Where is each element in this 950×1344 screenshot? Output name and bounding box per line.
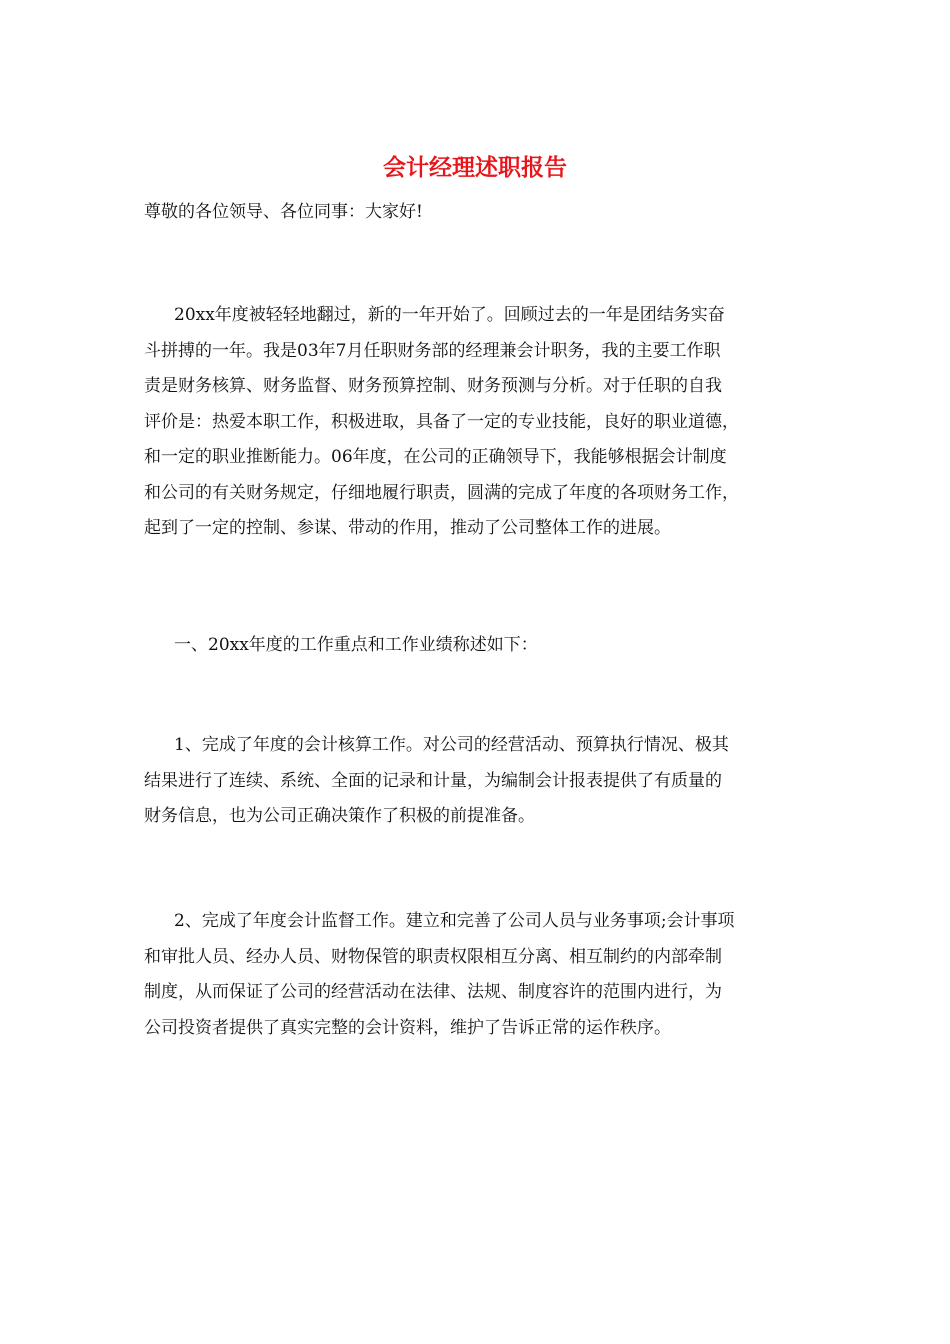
section-heading-1 [144, 628, 814, 664]
text-line: 财务信息，也为公司正确决策作了积极的前提准备。 [144, 806, 535, 826]
text-line: 起到了一定的控制、参谋、带动的作用，推动了公司整体工作的进展。 [144, 518, 671, 538]
text-line: 公司投资者提供了真实完整的会计资料，维护了告诉正常的运作秩序。 [144, 1017, 671, 1038]
paragraph-item-2 [144, 904, 814, 1046]
paragraph-intro [144, 298, 814, 547]
text-line: 责是财务核算、财务监督、财务预算控制、财务预测与分析。对于任职的自我 [144, 376, 722, 396]
text-line: 和审批人员、经办人员、财物保管的职责权限相互分离、相互制约的内部牵制 [144, 946, 722, 967]
page-title: 会计经理述职报告 [383, 154, 567, 181]
paragraph-item-1 [144, 728, 814, 835]
text-line: 一、20xx年度的工作重点和工作业绩称述如下： [174, 635, 538, 655]
text-line: 结果进行了连续、系统、全面的记录和计量，为编制会计报表提供了有质量的 [144, 770, 722, 791]
text-line: 制度，从而保证了公司的经营活动在法律、法规、制度容许的范围内进行，为 [144, 982, 722, 1002]
text-line: 评价是：热爱本职工作，积极进取，具备了一定的专业技能，良好的职业道德， [144, 411, 739, 432]
text-line: 2、完成了年度会计监督工作。建立和完善了公司人员与业务事项;会计事项 [174, 911, 735, 931]
text-line: 20xx年度被轻轻地翻过，新的一年开始了。回顾过去的一年是团结务实奋 [174, 305, 725, 325]
text-line: 和一定的职业推断能力。06年度，在公司的正确领导下，我能够根据会计制度 [144, 447, 727, 467]
text-line: 和公司的有关财务规定，仔细地履行职责，圆满的完成了年度的各项财务工作， [144, 482, 739, 503]
greeting-line: 尊敬的各位领导、各位同事：大家好! [144, 202, 423, 222]
text-line: 1、完成了年度的会计核算工作。对公司的经营活动、预算执行情况、极其 [174, 735, 729, 755]
text-line: 斗拼搏的一年。我是03年7月任职财务部的经理兼会计职务，我的主要工作职 [144, 340, 721, 361]
